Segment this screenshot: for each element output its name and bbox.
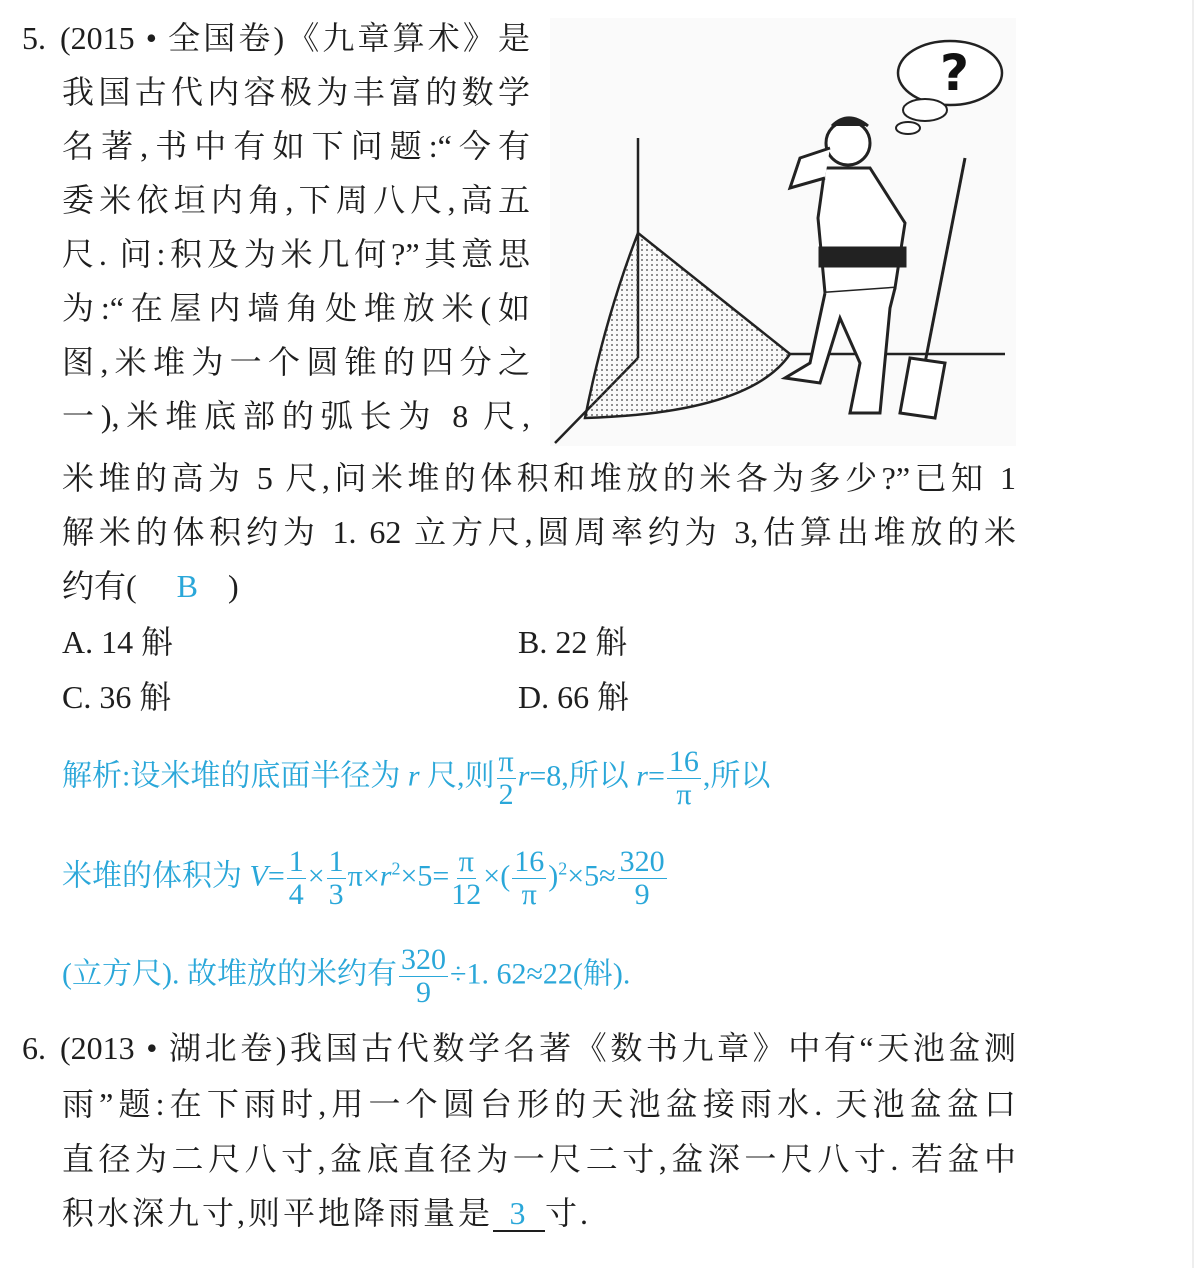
analysis-text: × xyxy=(307,859,325,893)
numerator: 320 xyxy=(619,845,665,878)
analysis-text: ,所以 xyxy=(702,759,771,793)
analysis-text: ÷1. 62≈22(斛). xyxy=(449,957,631,991)
math-variable: r xyxy=(636,759,648,793)
rice-pile-figure xyxy=(550,18,1020,448)
q5-line: 为:“在屋内墙角处堆放米(如 xyxy=(62,290,530,326)
fraction xyxy=(512,846,546,911)
math-variable: r xyxy=(407,759,420,793)
analysis-line-3 xyxy=(62,944,1016,1009)
q6-last-line xyxy=(62,1193,591,1233)
q5-line: 米堆的高为 5 尺,问米堆的体积和堆放的米各为多少?”已知 1 xyxy=(62,460,1016,496)
denominator: 9 xyxy=(634,878,650,911)
q6-prefix: 积水深九寸,则平地降雨量是 xyxy=(62,1195,494,1231)
numerator: π xyxy=(458,845,474,878)
exponent: 2 xyxy=(558,858,568,879)
q6-suffix: 寸. xyxy=(545,1195,592,1231)
numerator: 1 xyxy=(328,845,344,878)
question-5-number: 5. xyxy=(22,20,46,56)
numerator: 16 xyxy=(668,745,699,778)
q5-line: 尺. 问:积及为米几何?”其意思 xyxy=(62,236,530,272)
numerator: π xyxy=(498,745,514,778)
q6-line: 雨”题:在下雨时,用一个圆台形的天池盆接雨水. 天池盆盆口 xyxy=(62,1086,1016,1122)
q5-line: 名著,书中有如下问题:“今有 xyxy=(62,128,530,164)
exponent: 2 xyxy=(391,858,401,879)
answer-prefix: 约有( xyxy=(62,568,137,604)
analysis-line-1 xyxy=(62,746,1016,811)
analysis-text: = xyxy=(267,859,285,893)
math-variable: r xyxy=(517,759,530,793)
analysis-text: ×5≈ xyxy=(567,859,616,893)
analysis-text: 米堆的体积为 xyxy=(62,859,250,893)
numerator: 320 xyxy=(400,943,446,976)
fraction xyxy=(497,746,516,811)
denominator: π xyxy=(676,778,692,811)
analysis-text: ×( xyxy=(483,859,511,893)
numerator: 1 xyxy=(288,845,304,878)
denominator: 2 xyxy=(498,778,514,811)
denominator: π xyxy=(521,878,537,911)
fraction xyxy=(327,846,346,911)
q5-line: (2015 • 全国卷)《九章算术》是 xyxy=(60,20,530,56)
math-variable: V xyxy=(249,859,268,893)
question-6-number: 6. xyxy=(22,1030,46,1066)
q5-answer-line xyxy=(62,566,239,606)
q5-line: 委米依垣内角,下周八尺,高五 xyxy=(62,182,530,218)
fraction xyxy=(618,846,667,911)
denominator: 4 xyxy=(288,878,304,911)
fraction xyxy=(451,846,481,911)
option-c: C. 36 斛 xyxy=(62,679,172,715)
q6-line: (2013 • 湖北卷)我国古代数学名著《数书九章》中有“天池盆测 xyxy=(60,1030,1016,1066)
numerator: 16 xyxy=(514,845,545,878)
math-variable: r xyxy=(379,859,392,893)
analysis-text: ×5= xyxy=(400,859,450,893)
q5-line: 一),米堆底部的弧长为 8 尺, xyxy=(62,398,530,434)
denominator: 12 xyxy=(451,878,482,911)
analysis-line-2 xyxy=(62,846,1016,911)
fraction xyxy=(399,944,448,1009)
denominator: 9 xyxy=(415,976,431,1009)
analysis-text: = xyxy=(647,759,665,793)
analysis-text: (立方尺). 故堆放的米约有 xyxy=(62,957,397,991)
analysis-text: 解析:设米堆的底面半径为 xyxy=(62,759,408,793)
option-d: D. 66 斛 xyxy=(518,679,630,715)
q6-answer-blank: 3 xyxy=(493,1196,545,1232)
analysis-text: =8,所以 xyxy=(529,759,637,793)
fraction xyxy=(287,846,306,911)
answer-choice: B xyxy=(176,568,199,604)
analysis-text: ) xyxy=(548,859,559,893)
answer-suffix: ) xyxy=(228,568,239,604)
analysis-text: π× xyxy=(347,859,380,893)
option-a: A. 14 斛 xyxy=(62,624,174,660)
denominator: 3 xyxy=(328,878,344,911)
analysis-text: 尺,则 xyxy=(419,759,495,793)
question-mark: ? xyxy=(940,44,970,102)
q5-line: 我国古代内容极为丰富的数学 xyxy=(62,74,530,110)
option-b: B. 22 斛 xyxy=(518,624,628,660)
page-edge xyxy=(1192,0,1194,1268)
q5-line: 解米的体积约为 1. 62 立方尺,圆周率约为 3,估算出堆放的米 xyxy=(62,514,1016,550)
fraction xyxy=(667,746,701,811)
q6-line: 直径为二尺八寸,盆底直径为一尺二寸,盆深一尺八寸. 若盆中 xyxy=(62,1141,1016,1177)
q5-line: 图,米堆为一个圆锥的四分之 xyxy=(62,344,530,380)
